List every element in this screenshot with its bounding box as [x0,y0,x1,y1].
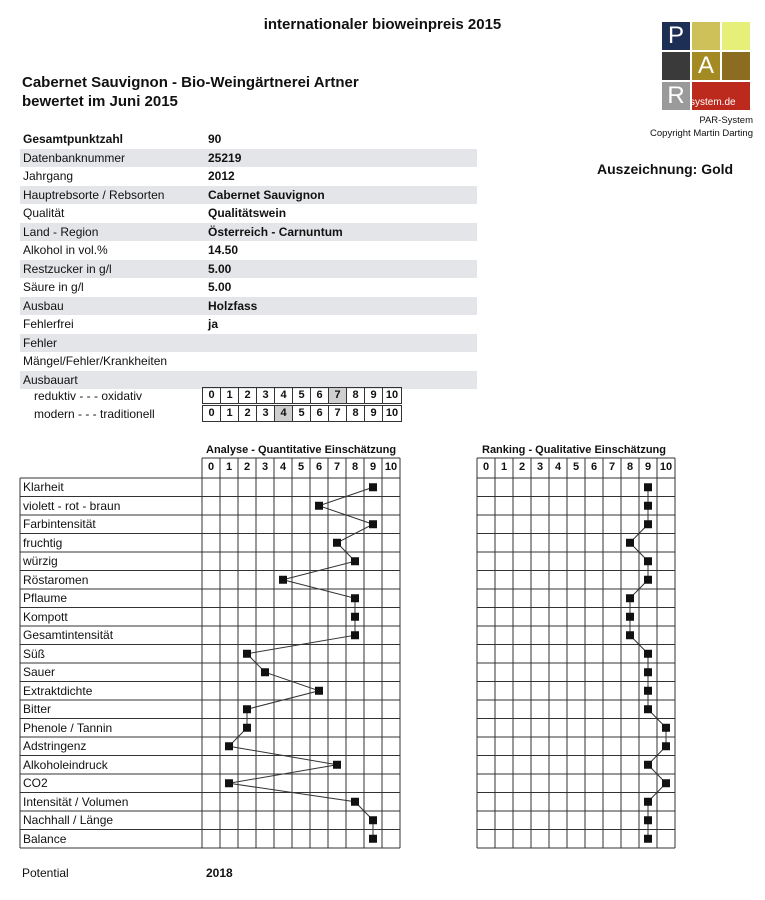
scale-cell: 5 [293,406,311,421]
criterion-label: Röstaromen [23,572,89,587]
info-label: Qualität [23,206,65,220]
scale-number: 1 [500,461,508,473]
ausbau-scale-label: reduktiv - - - oxidativ [34,389,143,403]
info-label: Fehler [23,335,58,350]
data-point [644,761,652,769]
criterion-label: Klarheit [23,480,64,494]
data-point [279,576,287,584]
scale-cell-selected: 4 [275,406,293,421]
scale-cell-selected: 7 [329,388,347,403]
data-point [243,724,251,732]
criterion-label: Phenole / Tannin [23,720,113,735]
award-text: Auszeichnung: Gold [597,161,734,177]
info-value: 90 [208,132,222,146]
criterion-label: Balance [23,831,67,846]
scale-cell: 4 [275,388,293,403]
ausbau-scale-label: modern - - - traditionell [34,407,155,421]
criterion-label: fruchtig [23,535,63,550]
scale-number: 2 [243,461,251,473]
scale-number: 2 [518,461,526,473]
info-label: Restzucker in g/l [23,261,112,276]
data-point [626,594,634,602]
data-point [644,576,652,584]
data-point [644,668,652,676]
info-value: 25219 [208,150,242,165]
data-point [644,798,652,806]
scale-number: 0 [207,461,215,473]
scale-cell: 6 [311,388,329,403]
info-value: Cabernet Sauvignon [208,187,325,202]
data-point [333,761,341,769]
data-point [626,613,634,621]
data-point [243,650,251,658]
scale-number: 10 [659,461,673,473]
data-point [369,483,377,491]
par-copyright: Copyright Martin Darting [650,128,753,139]
potential-label: Potential [22,866,69,880]
criterion-label: Alkoholeindruck [23,757,108,772]
data-point [644,557,652,565]
info-value: 14.50 [208,243,239,257]
scale-number: 9 [369,461,377,473]
info-label: Säure in g/l [23,280,84,294]
data-point [644,705,652,713]
data-point [662,742,670,750]
data-point [369,816,377,824]
info-label: Datenbanknummer [23,150,126,165]
scale-number: 3 [536,461,544,473]
info-value: Österreich - Carnuntum [208,224,343,239]
data-point [662,724,670,732]
info-label: Land - Region [23,224,99,239]
logo-suffix: system.de [690,97,736,108]
data-point [225,779,233,787]
scale-number: 7 [608,461,616,473]
data-point [315,687,323,695]
data-point [644,483,652,491]
scale-number: 5 [572,461,580,473]
data-point [351,594,359,602]
data-point [351,798,359,806]
data-point [261,668,269,676]
criterion-label: Kompott [23,609,68,624]
scale-cell: 9 [365,406,383,421]
scale-cell: 2 [239,406,257,421]
scale-number: 9 [644,461,652,473]
info-label: Gesamtpunktzahl [23,132,124,146]
scale-cell: 3 [257,388,275,403]
data-point [369,835,377,843]
criterion-label: Extraktdichte [23,683,93,698]
scale-cell: 2 [239,388,257,403]
data-point [626,539,634,547]
scale-number: 4 [279,461,287,473]
criterion-label: Farbintensität [23,517,96,531]
scale-number: 4 [554,461,562,473]
scale-cell: 0 [203,388,221,403]
scale-cell: 9 [365,388,383,403]
info-label: Alkohol in vol.% [23,243,108,257]
scale-number: 1 [225,461,233,473]
info-label: Mängel/Fehler/Krankheiten [23,354,168,368]
scale-cell: 3 [257,406,275,421]
data-point [644,502,652,510]
criterion-label: Adstringenz [23,739,87,753]
criterion-label: CO2 [23,776,48,790]
scale-cell: 8 [347,388,365,403]
info-label: Ausbau [23,298,64,313]
data-point [315,502,323,510]
scale-cell: 7 [329,406,347,421]
scale-cell: 1 [221,406,239,421]
data-point [644,835,652,843]
logo-letter-a: A [692,52,720,80]
scale-cell: 10 [385,407,399,419]
criterion-label: Süß [23,646,46,661]
data-point [351,557,359,565]
info-value: 2012 [208,169,235,183]
scale-number: 6 [315,461,323,473]
scale-number: 6 [590,461,598,473]
scale-number: 8 [351,461,359,473]
scale-number: 3 [261,461,269,473]
scale-number: 0 [482,461,490,473]
data-point [644,816,652,824]
data-point [644,520,652,528]
scale-cell: 5 [293,388,311,403]
info-label: Fehlerfrei [23,317,74,331]
scale-cell: 8 [347,406,365,421]
data-point [644,687,652,695]
par-system-name: PAR-System [699,115,753,126]
data-point [644,650,652,658]
info-value: Holzfass [208,298,258,313]
data-point [369,520,377,528]
scale-cell: 6 [311,406,329,421]
data-point [351,631,359,639]
criterion-label: Bitter [23,702,52,716]
criterion-label: Nachhall / Länge [23,813,114,827]
criterion-label: violett - rot - braun [23,498,121,513]
data-point [626,631,634,639]
wine-name: Cabernet Sauvignon - Bio-Weingärtnerei Artner [22,74,359,91]
data-point [225,742,233,750]
data-point [243,705,251,713]
info-value: 5.00 [208,280,232,294]
criterion-label: Intensität / Volumen [23,794,129,809]
logo-letter-r: R [662,82,690,110]
criterion-label: Sauer [23,665,56,679]
scale-cell: 0 [203,406,221,421]
scale-number: 8 [626,461,634,473]
scale-number: 5 [297,461,305,473]
rating-date: bewertet im Juni 2015 [22,93,178,110]
info-value: 5.00 [208,261,232,276]
info-label: Jahrgang [23,169,74,183]
data-point [333,539,341,547]
scale-number: 7 [333,461,341,473]
logo-letter-p: P [662,22,690,50]
data-point [351,613,359,621]
scale-number: 10 [384,461,398,473]
info-label: Ausbauart [23,372,78,387]
document-title: internationaler bioweinpreis 2015 [263,16,502,33]
info-label: Hauptrebsorte / Rebsorten [23,187,165,202]
data-point [662,779,670,787]
criterion-label: Pflaume [23,591,68,605]
criterion-label: Gesamtintensität [23,628,114,642]
scale-cell: 10 [385,389,399,401]
info-value: ja [208,317,219,331]
ranking-chart-title: Ranking - Qualitative Einschätzung [482,444,666,456]
info-value: Qualitätswein [208,206,287,220]
criterion-label: würzig [23,554,58,568]
scale-cell: 1 [221,388,239,403]
potential-value: 2018 [206,866,233,880]
analysis-chart-title: Analyse - Quantitative Einschätzung [206,444,397,456]
